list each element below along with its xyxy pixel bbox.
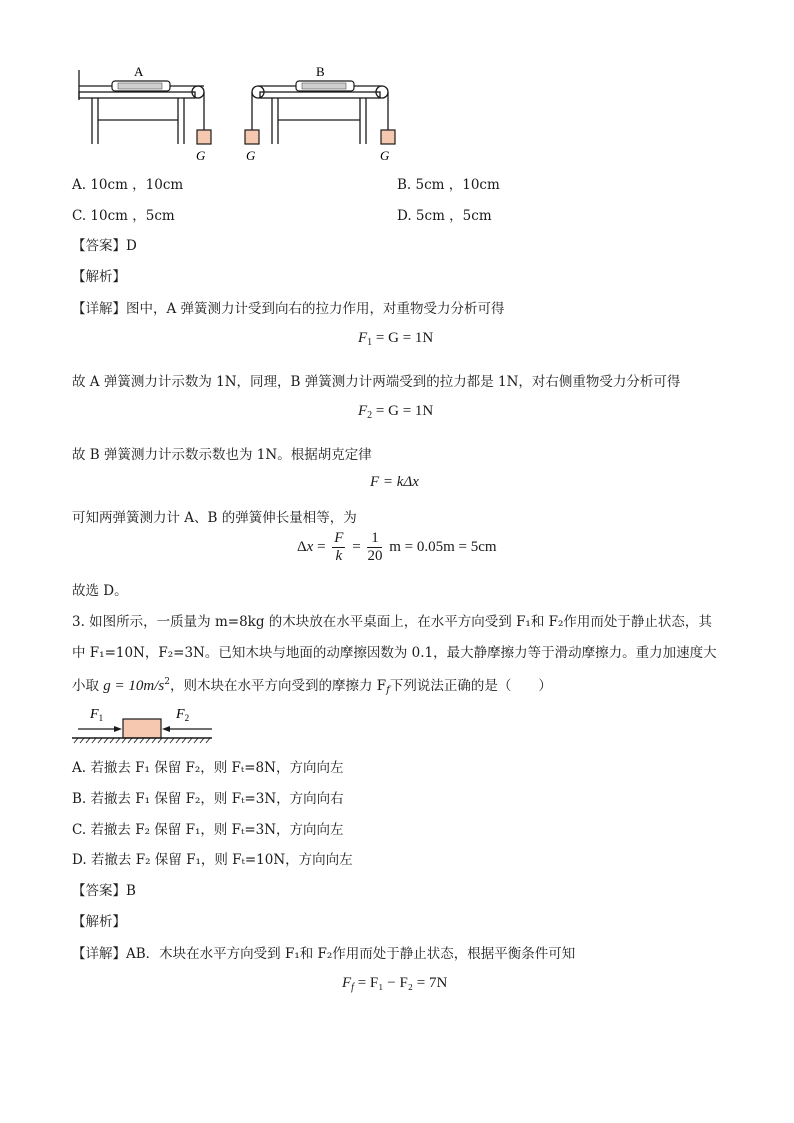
- spring-scale-a: [79, 81, 198, 91]
- answer-label: 【答案】: [72, 883, 126, 899]
- answer-value: B: [126, 883, 136, 899]
- q2-equation-3: F = kΔx: [370, 474, 419, 490]
- q3-line3: 小取 $g = 10m/s^2$，则木块在水平方向受到的摩擦力 $F_f$下列说法正确的是（ ）: [72, 677, 552, 696]
- q3-option-b: B. 若撤去 F₁ 保留 F₂，则 Fₜ=3N，方向向右: [72, 791, 344, 807]
- fraction-f-k: $\frac{F}{k}$: [334, 530, 344, 564]
- q2-equation-2: $F_2 = G = 1N$: [358, 403, 434, 421]
- q3-analysis-label: 【解析】: [72, 914, 126, 930]
- weight-b-right: [381, 130, 395, 144]
- q2-detail-line3: 故 B 弹簧测力计示数示数也为 1N。根据胡克定律: [72, 447, 372, 463]
- weight-a: [197, 130, 211, 144]
- weight-label-b-right: G: [380, 148, 390, 163]
- q3-equation-1: $F_f = F_1 - F_2 = 7N$: [342, 975, 448, 993]
- table-b: [252, 86, 388, 144]
- weight-label-a: G: [196, 148, 206, 163]
- q2-answer: [72, 234, 137, 254]
- wooden-block: [123, 719, 161, 738]
- label-a: A: [134, 64, 144, 79]
- q3-eq1-rhs: = F₁ − F₂ = 7N: [353, 975, 448, 991]
- spring-scale-figure: [70, 58, 410, 168]
- q3-line1: 3. 如图所示，一质量为 m=8kg 的木块放在水平桌面上，在水平方向受到 F₁和 F₂作用而处于静止状态，其: [72, 614, 712, 630]
- q2-option-b: B. 5cm ，10cm: [397, 177, 500, 193]
- q2-eq1-rhs: = G = 1N: [372, 330, 434, 346]
- answer-value: D: [126, 238, 137, 254]
- label-b: B: [316, 64, 325, 79]
- weight-label-b-left: G: [246, 148, 256, 163]
- q2-detail-line5: 故选 D。: [72, 583, 128, 599]
- q2-equation-4: Δx = $\frac{F}{k}$ = $\frac{1}{20}$ m = 0.05m = 5cm: [297, 530, 497, 564]
- gravity-value: g = 10m/s: [103, 678, 165, 694]
- fraction-1-20: $\frac{1}{20}$: [367, 530, 383, 564]
- q2-detail-line2: 故 A 弹簧测力计示数为 1N，同理，B 弹簧测力计两端受到的拉力都是 1N，对右侧重物受力分析可得: [72, 374, 681, 390]
- q3-detail-line1: 【详解】AB．木块在水平方向受到 F₁和 F₂作用而处于静止状态，根据平衡条件可知: [72, 946, 576, 962]
- q2-detail-line1: 【详解】图中，A 弹簧测力计受到向右的拉力作用，对重物受力分析可得: [72, 301, 505, 317]
- q3-option-c: C. 若撤去 F₂ 保留 F₁，则 Fₜ=3N，方向向左: [72, 822, 344, 838]
- block-force-figure: [70, 702, 220, 748]
- q3-option-d: D. 若撤去 F₂ 保留 F₁，则 Fₜ=10N，方向向左: [72, 852, 353, 868]
- spring-scale-b: [258, 81, 382, 91]
- q2-analysis-label: 【解析】: [72, 269, 126, 285]
- q2-eq2-rhs: = G = 1N: [372, 403, 434, 419]
- force-f1-label: $F_1$: [90, 707, 104, 723]
- q2-eq4-rhs: m = 0.05m = 5cm: [385, 538, 497, 555]
- q3-line2: 中 F₁=10N，F₂=3N。已知木块与地面的动摩擦因数为 0.1，最大静摩擦力等于滑动摩擦力。重力加速度大: [72, 645, 717, 661]
- answer-label: 【答案】: [72, 238, 126, 254]
- q2-option-c: C. 10cm ，5cm: [72, 208, 175, 224]
- q2-option-a: A. 10cm ，10cm: [72, 177, 184, 193]
- q2-equation-1: $F_1 = G = 1N$: [358, 330, 434, 348]
- weight-b-left: [245, 130, 259, 144]
- q3-option-a: A. 若撤去 F₁ 保留 F₂，则 Fₜ=8N，方向向左: [72, 760, 344, 776]
- ground-hatching: [74, 738, 210, 743]
- q2-detail-line4: 可知两弹簧测力计 A、B 的弹簧伸长量相等，为: [72, 510, 357, 526]
- force-f2-label: $F_2$: [176, 707, 190, 723]
- q3-answer: [72, 879, 136, 899]
- q2-option-d: D. 5cm ，5cm: [397, 208, 492, 224]
